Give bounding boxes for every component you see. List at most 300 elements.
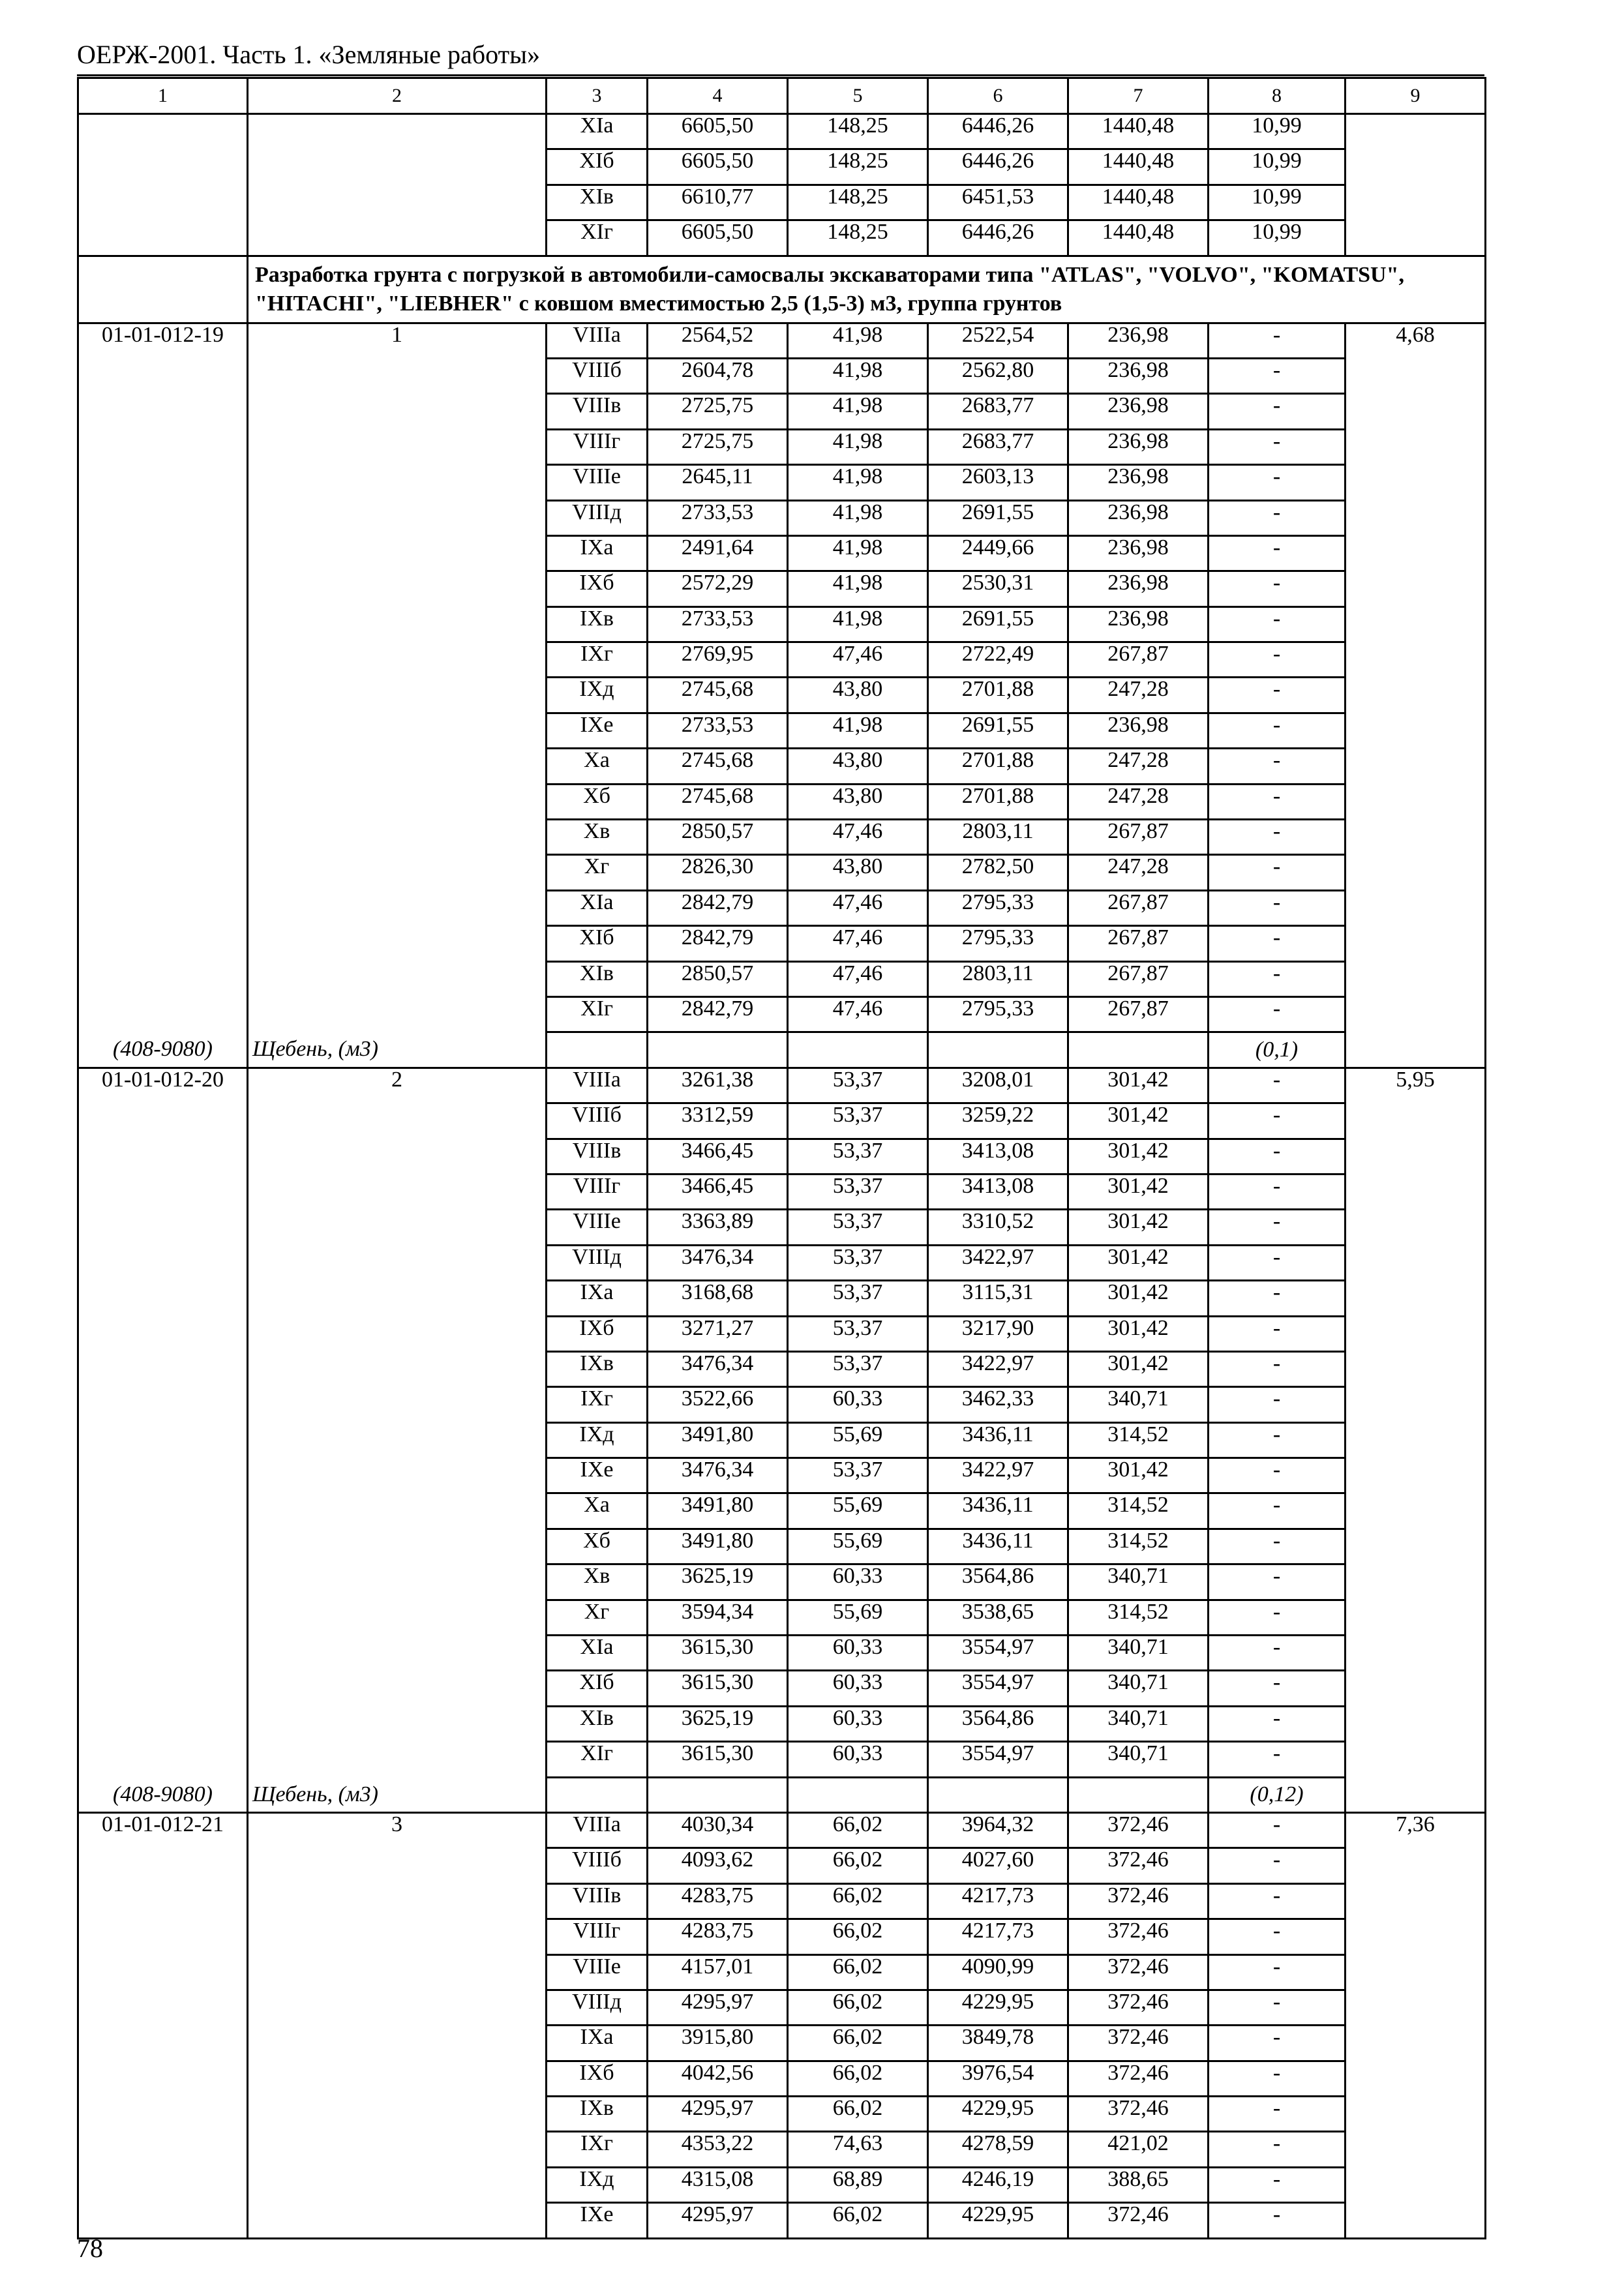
- wages-cell: 43,80: [788, 855, 928, 890]
- machinist-wages-cell: 267,87: [1068, 890, 1209, 925]
- materials-cell: -: [1209, 429, 1346, 464]
- machine-cost-cell: 3564,86: [928, 1564, 1068, 1600]
- rate-code-cell: [78, 1990, 248, 2025]
- materials-cell: -: [1209, 1529, 1346, 1564]
- table-row: [78, 149, 1486, 185]
- rate-code-cell: [78, 1493, 248, 1529]
- labor-cost-cell: [1346, 926, 1486, 961]
- soil-category-cell: IXв: [547, 2097, 648, 2132]
- labor-cost-cell: [1346, 1245, 1486, 1280]
- machinist-wages-cell: 340,71: [1068, 1706, 1209, 1741]
- soil-group-cell: [248, 1706, 547, 1741]
- soil-category-cell: VIIIа: [547, 1068, 648, 1103]
- machine-cost-cell: 4217,73: [928, 1883, 1068, 1919]
- material-empty-cell: [928, 1777, 1068, 1812]
- materials-cell: -: [1209, 678, 1346, 713]
- machinist-wages-cell: 236,98: [1068, 429, 1209, 464]
- direct-cost-cell: 4042,56: [648, 2061, 788, 2096]
- labor-cost-cell: [1346, 890, 1486, 925]
- table-row: [78, 961, 1486, 996]
- wages-cell: 41,98: [788, 500, 928, 535]
- soil-category-cell: IXг: [547, 2132, 648, 2167]
- rate-code-cell: [78, 1529, 248, 1564]
- labor-cost-cell: 4,68: [1346, 323, 1486, 358]
- soil-group-cell: [248, 571, 547, 606]
- soil-category-cell: VIIIв: [547, 394, 648, 429]
- direct-cost-cell: 3615,30: [648, 1636, 788, 1671]
- machine-cost-cell: 2683,77: [928, 394, 1068, 429]
- table-row: [78, 642, 1486, 678]
- materials-cell: -: [1209, 1564, 1346, 1600]
- machinist-wages-cell: 372,46: [1068, 1848, 1209, 1883]
- labor-cost-cell: [1346, 1990, 1486, 2025]
- soil-group-cell: [248, 114, 547, 149]
- machine-cost-cell: 2691,55: [928, 500, 1068, 535]
- machine-cost-cell: 2701,88: [928, 749, 1068, 784]
- direct-cost-cell: 3261,38: [648, 1068, 788, 1103]
- soil-category-cell: VIIIе: [547, 1210, 648, 1245]
- direct-cost-cell: 3476,34: [648, 1245, 788, 1280]
- labor-cost-cell: [1346, 1636, 1486, 1671]
- soil-category-cell: XIа: [547, 1636, 648, 1671]
- rate-code-cell: [78, 642, 248, 678]
- table-row: [78, 1919, 1486, 1954]
- materials-cell: -: [1209, 1458, 1346, 1493]
- wages-cell: 47,46: [788, 996, 928, 1032]
- direct-cost-cell: 3625,19: [648, 1706, 788, 1741]
- soil-category-cell: Xб: [547, 1529, 648, 1564]
- labor-cost-cell: [1346, 500, 1486, 535]
- wages-cell: 55,69: [788, 1493, 928, 1529]
- wages-cell: 47,46: [788, 961, 928, 996]
- direct-cost-cell: 4283,75: [648, 1919, 788, 1954]
- direct-cost-cell: 4093,62: [648, 1848, 788, 1883]
- machinist-wages-cell: 388,65: [1068, 2167, 1209, 2202]
- labor-cost-cell: [1346, 2203, 1486, 2238]
- wages-cell: 60,33: [788, 1636, 928, 1671]
- machine-cost-cell: 3217,90: [928, 1316, 1068, 1351]
- wages-cell: 66,02: [788, 2061, 928, 2096]
- page-number: 78: [77, 2234, 103, 2263]
- soil-group-cell: [248, 1139, 547, 1174]
- machinist-wages-cell: 301,42: [1068, 1139, 1209, 1174]
- soil-category-cell: IXе: [547, 1458, 648, 1493]
- machine-cost-cell: 4229,95: [928, 2203, 1068, 2238]
- direct-cost-cell: 2850,57: [648, 961, 788, 996]
- materials-cell: -: [1209, 2203, 1346, 2238]
- labor-cost-cell: [1346, 820, 1486, 855]
- labor-cost-cell: 5,95: [1346, 1068, 1486, 1103]
- wages-cell: 43,80: [788, 784, 928, 819]
- machinist-wages-cell: 1440,48: [1068, 114, 1209, 149]
- wages-cell: 53,37: [788, 1281, 928, 1316]
- soil-category-cell: XIб: [547, 926, 648, 961]
- rate-code-cell: [78, 1458, 248, 1493]
- materials-cell: -: [1209, 713, 1346, 748]
- direct-cost-cell: 3625,19: [648, 1564, 788, 1600]
- rate-code-cell: [78, 1210, 248, 1245]
- materials-cell: -: [1209, 1600, 1346, 1635]
- table-row: [78, 1174, 1486, 1209]
- soil-group-cell: [248, 642, 547, 678]
- wages-cell: 60,33: [788, 1564, 928, 1600]
- labor-cost-cell: [1346, 606, 1486, 642]
- machinist-wages-cell: 247,28: [1068, 855, 1209, 890]
- material-empty-cell: [928, 1032, 1068, 1068]
- soil-category-cell: VIIIб: [547, 1103, 648, 1139]
- rate-code-cell: [78, 961, 248, 996]
- rate-code-cell: [78, 1245, 248, 1280]
- material-empty-cell: [788, 1777, 928, 1812]
- direct-cost-cell: 4030,34: [648, 1812, 788, 1848]
- wages-cell: 148,25: [788, 220, 928, 256]
- machinist-wages-cell: 372,46: [1068, 2203, 1209, 2238]
- soil-category-cell: IXб: [547, 571, 648, 606]
- soil-group-cell: 1: [248, 323, 547, 358]
- soil-group-cell: [248, 1671, 547, 1706]
- table-row: [78, 2026, 1486, 2061]
- table-row: [78, 1636, 1486, 1671]
- labor-cost-cell: [1346, 571, 1486, 606]
- direct-cost-cell: 2850,57: [648, 820, 788, 855]
- wages-cell: 60,33: [788, 1742, 928, 1777]
- machine-cost-cell: 6446,26: [928, 149, 1068, 185]
- soil-category-cell: VIIIе: [547, 465, 648, 500]
- wages-cell: 53,37: [788, 1458, 928, 1493]
- rate-code-cell: [78, 1742, 248, 1777]
- machinist-wages-cell: 247,28: [1068, 678, 1209, 713]
- machine-cost-cell: 3436,11: [928, 1493, 1068, 1529]
- soil-category-cell: XIг: [547, 1742, 648, 1777]
- machine-cost-cell: 4278,59: [928, 2132, 1068, 2167]
- table-row: [78, 1848, 1486, 1883]
- machine-cost-cell: 2683,77: [928, 429, 1068, 464]
- material-qty-cell: (0,1): [1209, 1032, 1346, 1068]
- machine-cost-cell: 2562,80: [928, 358, 1068, 393]
- material-code-cell: (408-9080): [78, 1777, 248, 1812]
- machinist-wages-cell: 236,98: [1068, 535, 1209, 571]
- machine-cost-cell: 2795,33: [928, 926, 1068, 961]
- table-row: [78, 926, 1486, 961]
- wages-cell: 74,63: [788, 2132, 928, 2167]
- machine-cost-cell: 3422,97: [928, 1245, 1068, 1280]
- materials-cell: -: [1209, 323, 1346, 358]
- machine-cost-cell: 3115,31: [928, 1281, 1068, 1316]
- machinist-wages-cell: 236,98: [1068, 713, 1209, 748]
- rate-code-cell: [78, 394, 248, 429]
- soil-category-cell: XIг: [547, 996, 648, 1032]
- machine-cost-cell: 3964,32: [928, 1812, 1068, 1848]
- soil-category-cell: VIIIб: [547, 1848, 648, 1883]
- wages-cell: 53,37: [788, 1068, 928, 1103]
- table-row: [78, 1210, 1486, 1245]
- labor-cost-cell: [1346, 1351, 1486, 1386]
- machine-cost-cell: 2691,55: [928, 606, 1068, 642]
- direct-cost-cell: 2725,75: [648, 394, 788, 429]
- soil-category-cell: XIв: [547, 961, 648, 996]
- materials-cell: -: [1209, 394, 1346, 429]
- table-row: [78, 1954, 1486, 1990]
- rate-code-cell: [78, 358, 248, 393]
- wages-cell: 60,33: [788, 1706, 928, 1741]
- machine-cost-cell: 2449,66: [928, 535, 1068, 571]
- labor-cost-cell: 7,36: [1346, 1812, 1486, 1848]
- soil-category-cell: XIб: [547, 1671, 648, 1706]
- wages-cell: 66,02: [788, 1954, 928, 1990]
- direct-cost-cell: 3491,80: [648, 1529, 788, 1564]
- column-number: 1: [78, 78, 248, 114]
- materials-cell: 10,99: [1209, 149, 1346, 185]
- direct-cost-cell: 6605,50: [648, 149, 788, 185]
- wages-cell: 41,98: [788, 465, 928, 500]
- machinist-wages-cell: 372,46: [1068, 1954, 1209, 1990]
- machine-cost-cell: 3436,11: [928, 1422, 1068, 1458]
- table-row: [78, 535, 1486, 571]
- machinist-wages-cell: 267,87: [1068, 820, 1209, 855]
- rate-code-cell: [78, 1919, 248, 1954]
- material-code-cell: (408-9080): [78, 1032, 248, 1068]
- soil-category-cell: Xв: [547, 1564, 648, 1600]
- soil-group-cell: [248, 855, 547, 890]
- materials-cell: -: [1209, 820, 1346, 855]
- machinist-wages-cell: 301,42: [1068, 1458, 1209, 1493]
- labor-cost-cell: [1346, 1032, 1486, 1068]
- materials-cell: -: [1209, 1387, 1346, 1422]
- direct-cost-cell: 3491,80: [648, 1493, 788, 1529]
- soil-category-cell: XIв: [547, 1706, 648, 1741]
- labor-cost-cell: [1346, 2061, 1486, 2096]
- rate-code-cell: [78, 220, 248, 256]
- machinist-wages-cell: 236,98: [1068, 606, 1209, 642]
- materials-cell: -: [1209, 1671, 1346, 1706]
- soil-category-cell: IXд: [547, 2167, 648, 2202]
- materials-cell: -: [1209, 2061, 1346, 2096]
- soil-group-cell: [248, 358, 547, 393]
- machine-cost-cell: 3259,22: [928, 1103, 1068, 1139]
- direct-cost-cell: 2745,68: [648, 784, 788, 819]
- table-row: [78, 2167, 1486, 2202]
- labor-cost-cell: [1346, 1103, 1486, 1139]
- machinist-wages-cell: 372,46: [1068, 1990, 1209, 2025]
- soil-group-cell: [248, 220, 547, 256]
- wages-cell: 53,37: [788, 1245, 928, 1280]
- direct-cost-cell: 3915,80: [648, 2026, 788, 2061]
- direct-cost-cell: 2842,79: [648, 926, 788, 961]
- direct-cost-cell: 4295,97: [648, 1990, 788, 2025]
- machine-cost-cell: 4027,60: [928, 1848, 1068, 1883]
- machine-cost-cell: 3554,97: [928, 1742, 1068, 1777]
- rate-code-cell: [78, 1706, 248, 1741]
- soil-group-cell: [248, 1103, 547, 1139]
- materials-cell: 10,99: [1209, 114, 1346, 149]
- labor-cost-cell: [1346, 535, 1486, 571]
- rate-code-cell: [78, 1848, 248, 1883]
- labor-cost-cell: [1346, 1883, 1486, 1919]
- machinist-wages-cell: 301,42: [1068, 1103, 1209, 1139]
- direct-cost-cell: 3466,45: [648, 1139, 788, 1174]
- soil-category-cell: XIв: [547, 185, 648, 220]
- soil-category-cell: XIа: [547, 114, 648, 149]
- direct-cost-cell: 2604,78: [648, 358, 788, 393]
- table-row: [78, 1600, 1486, 1635]
- soil-category-cell: IXа: [547, 2026, 648, 2061]
- soil-group-cell: [248, 1174, 547, 1209]
- labor-cost-cell: [1346, 358, 1486, 393]
- materials-cell: -: [1209, 961, 1346, 996]
- direct-cost-cell: 3491,80: [648, 1422, 788, 1458]
- rate-code-cell: [78, 2026, 248, 2061]
- wages-cell: 60,33: [788, 1387, 928, 1422]
- labor-cost-cell: [1346, 1281, 1486, 1316]
- soil-category-cell: VIIIа: [547, 1812, 648, 1848]
- soil-category-cell: IXб: [547, 2061, 648, 2096]
- soil-category-cell: VIIIг: [547, 1174, 648, 1209]
- soil-group-cell: [248, 1954, 547, 1990]
- machine-cost-cell: 2701,88: [928, 784, 1068, 819]
- wages-cell: 41,98: [788, 535, 928, 571]
- wages-cell: 66,02: [788, 2097, 928, 2132]
- soil-category-cell: XIг: [547, 220, 648, 256]
- material-empty-cell: [1068, 1032, 1209, 1068]
- table-row: [78, 1351, 1486, 1386]
- soil-group-cell: [248, 961, 547, 996]
- machinist-wages-cell: 340,71: [1068, 1636, 1209, 1671]
- rate-code-cell: [78, 784, 248, 819]
- labor-cost-cell: [1346, 1493, 1486, 1529]
- labor-cost-cell: [1346, 114, 1486, 149]
- machine-cost-cell: 2722,49: [928, 642, 1068, 678]
- rate-code-cell: [78, 2132, 248, 2167]
- wages-cell: 53,37: [788, 1103, 928, 1139]
- column-number: 8: [1209, 78, 1346, 114]
- table-row: [78, 1316, 1486, 1351]
- table-row: [78, 1422, 1486, 1458]
- materials-cell: -: [1209, 2167, 1346, 2202]
- machinist-wages-cell: 236,98: [1068, 465, 1209, 500]
- machine-cost-cell: 3208,01: [928, 1068, 1068, 1103]
- table-row: [78, 2203, 1486, 2238]
- table-row: [78, 2061, 1486, 2096]
- table-row: [78, 185, 1486, 220]
- materials-cell: -: [1209, 1139, 1346, 1174]
- labor-cost-cell: [1346, 1139, 1486, 1174]
- direct-cost-cell: 2572,29: [648, 571, 788, 606]
- wages-cell: 53,37: [788, 1210, 928, 1245]
- materials-cell: -: [1209, 1954, 1346, 1990]
- direct-cost-cell: 3312,59: [648, 1103, 788, 1139]
- rate-code-cell: [78, 1174, 248, 1209]
- materials-cell: -: [1209, 606, 1346, 642]
- direct-cost-cell: 2645,11: [648, 465, 788, 500]
- direct-cost-cell: 3522,66: [648, 1387, 788, 1422]
- materials-cell: -: [1209, 1422, 1346, 1458]
- materials-cell: -: [1209, 926, 1346, 961]
- machine-cost-cell: 4229,95: [928, 2097, 1068, 2132]
- soil-category-cell: Xг: [547, 1600, 648, 1635]
- soil-category-cell: Xв: [547, 820, 648, 855]
- soil-group-cell: [248, 1600, 547, 1635]
- machine-cost-cell: 3436,11: [928, 1529, 1068, 1564]
- rate-code-cell: [78, 820, 248, 855]
- material-empty-cell: [547, 1777, 648, 1812]
- rate-code-cell: [78, 1351, 248, 1386]
- machinist-wages-cell: 372,46: [1068, 1883, 1209, 1919]
- machine-cost-cell: 6446,26: [928, 220, 1068, 256]
- labor-cost-cell: [1346, 465, 1486, 500]
- soil-category-cell: VIIIд: [547, 1990, 648, 2025]
- direct-cost-cell: 2725,75: [648, 429, 788, 464]
- materials-cell: -: [1209, 1493, 1346, 1529]
- table-row: [78, 114, 1486, 149]
- materials-cell: -: [1209, 749, 1346, 784]
- direct-cost-cell: 3476,34: [648, 1351, 788, 1386]
- soil-group-cell: [248, 1245, 547, 1280]
- machinist-wages-cell: 314,52: [1068, 1422, 1209, 1458]
- soil-group-cell: [248, 926, 547, 961]
- machinist-wages-cell: 267,87: [1068, 642, 1209, 678]
- soil-category-cell: VIIIг: [547, 429, 648, 464]
- machine-cost-cell: 4229,95: [928, 1990, 1068, 2025]
- soil-category-cell: Xг: [547, 855, 648, 890]
- machine-cost-cell: 3462,33: [928, 1387, 1068, 1422]
- rate-code-cell: [78, 678, 248, 713]
- rate-code-cell: 01-01-012-21: [78, 1812, 248, 1848]
- labor-cost-cell: [1346, 1422, 1486, 1458]
- wages-cell: 66,02: [788, 1812, 928, 1848]
- soil-group-cell: [248, 185, 547, 220]
- machine-cost-cell: 3554,97: [928, 1636, 1068, 1671]
- machine-cost-cell: 3310,52: [928, 1210, 1068, 1245]
- soil-group-cell: [248, 1281, 547, 1316]
- soil-group-cell: [248, 713, 547, 748]
- soil-group-cell: [248, 1458, 547, 1493]
- machinist-wages-cell: 247,28: [1068, 749, 1209, 784]
- soil-group-cell: [248, 1742, 547, 1777]
- wages-cell: 148,25: [788, 149, 928, 185]
- direct-cost-cell: 2745,68: [648, 678, 788, 713]
- machine-cost-cell: 3976,54: [928, 2061, 1068, 2096]
- machinist-wages-cell: 267,87: [1068, 996, 1209, 1032]
- labor-cost-cell: [1346, 1316, 1486, 1351]
- soil-group-cell: [248, 429, 547, 464]
- rate-code-cell: [78, 571, 248, 606]
- rates-table-body: [78, 78, 1486, 2239]
- direct-cost-cell: 3363,89: [648, 1210, 788, 1245]
- machinist-wages-cell: 314,52: [1068, 1600, 1209, 1635]
- table-row: [78, 1245, 1486, 1280]
- soil-category-cell: Xа: [547, 749, 648, 784]
- table-row: [78, 1103, 1486, 1139]
- labor-cost-cell: [1346, 2026, 1486, 2061]
- wages-cell: 66,02: [788, 1848, 928, 1883]
- wages-cell: 41,98: [788, 323, 928, 358]
- table-row: [78, 500, 1486, 535]
- column-number: 6: [928, 78, 1068, 114]
- materials-cell: -: [1209, 1636, 1346, 1671]
- labor-cost-cell: [1346, 1706, 1486, 1741]
- rates-table: [77, 77, 1486, 2239]
- machine-cost-cell: 2522,54: [928, 323, 1068, 358]
- machinist-wages-cell: 372,46: [1068, 2097, 1209, 2132]
- machinist-wages-cell: 236,98: [1068, 571, 1209, 606]
- material-qty-cell: (0,12): [1209, 1777, 1346, 1812]
- materials-cell: -: [1209, 1281, 1346, 1316]
- page-header-title: ОЕРЖ-2001. Часть 1. «Земляные работы»: [77, 40, 540, 69]
- machinist-wages-cell: 314,52: [1068, 1493, 1209, 1529]
- materials-cell: -: [1209, 642, 1346, 678]
- materials-cell: -: [1209, 1351, 1346, 1386]
- soil-category-cell: IXг: [547, 642, 648, 678]
